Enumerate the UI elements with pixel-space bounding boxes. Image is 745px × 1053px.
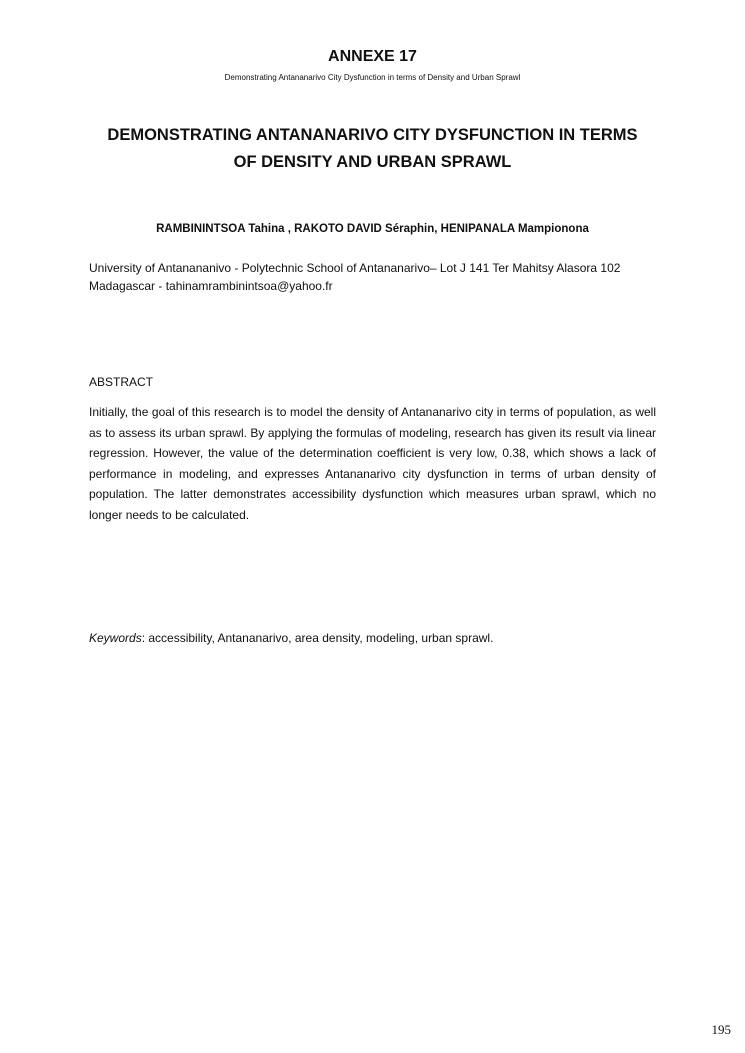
- affiliation: [89, 259, 669, 295]
- affiliation-line-2: Madagascar - tahinamrambinintsoa@yahoo.fr: [89, 279, 333, 293]
- page-number: 195: [711, 1022, 731, 1037]
- keywords: [89, 630, 669, 646]
- affiliation-line-1: University of Antanananivo - Polytechnic School of Antananarivo– Lot J 141 Ter Mahitsy Alasora 102: [89, 261, 621, 275]
- abstract-heading: ABSTRACT: [89, 375, 154, 389]
- annex-title: ANNEXE 17: [328, 48, 417, 65]
- paper-title: [80, 122, 665, 176]
- abstract-text: Initially, the goal of this research is to model the density of Antananarivo city in terms of population, as well as to assess its urban sprawl. By applying the formulas of modeling, research has given its result via linear regression. However, the value of the determination coefficient is very low, 0.38, which shows a lack of performance in modeling, and expresses Antananarivo city dysfunction in terms of urban density of population. The latter demonstrates accessibility dysfunction which measures urban sprawl, which no longer needs to be calculated.: [89, 405, 656, 522]
- keywords-label: Keywords: [89, 631, 142, 645]
- paper-title-line-2: OF DENSITY AND URBAN SPRAWL: [233, 153, 512, 171]
- paper-title-line-1: DEMONSTRATING ANTANANARIVO CITY DYSFUNCTION IN TERMS: [107, 126, 638, 144]
- authors: RAMBININTSOA Tahina , RAKOTO DAVID Séraphin, HENIPANALA Mampionona: [156, 223, 589, 235]
- annex-subtitle: Demonstrating Antananarivo City Dysfunction in terms of Density and Urban Sprawl: [224, 73, 521, 82]
- keywords-text: : accessibility, Antananarivo, area density, modeling, urban sprawl.: [141, 631, 494, 645]
